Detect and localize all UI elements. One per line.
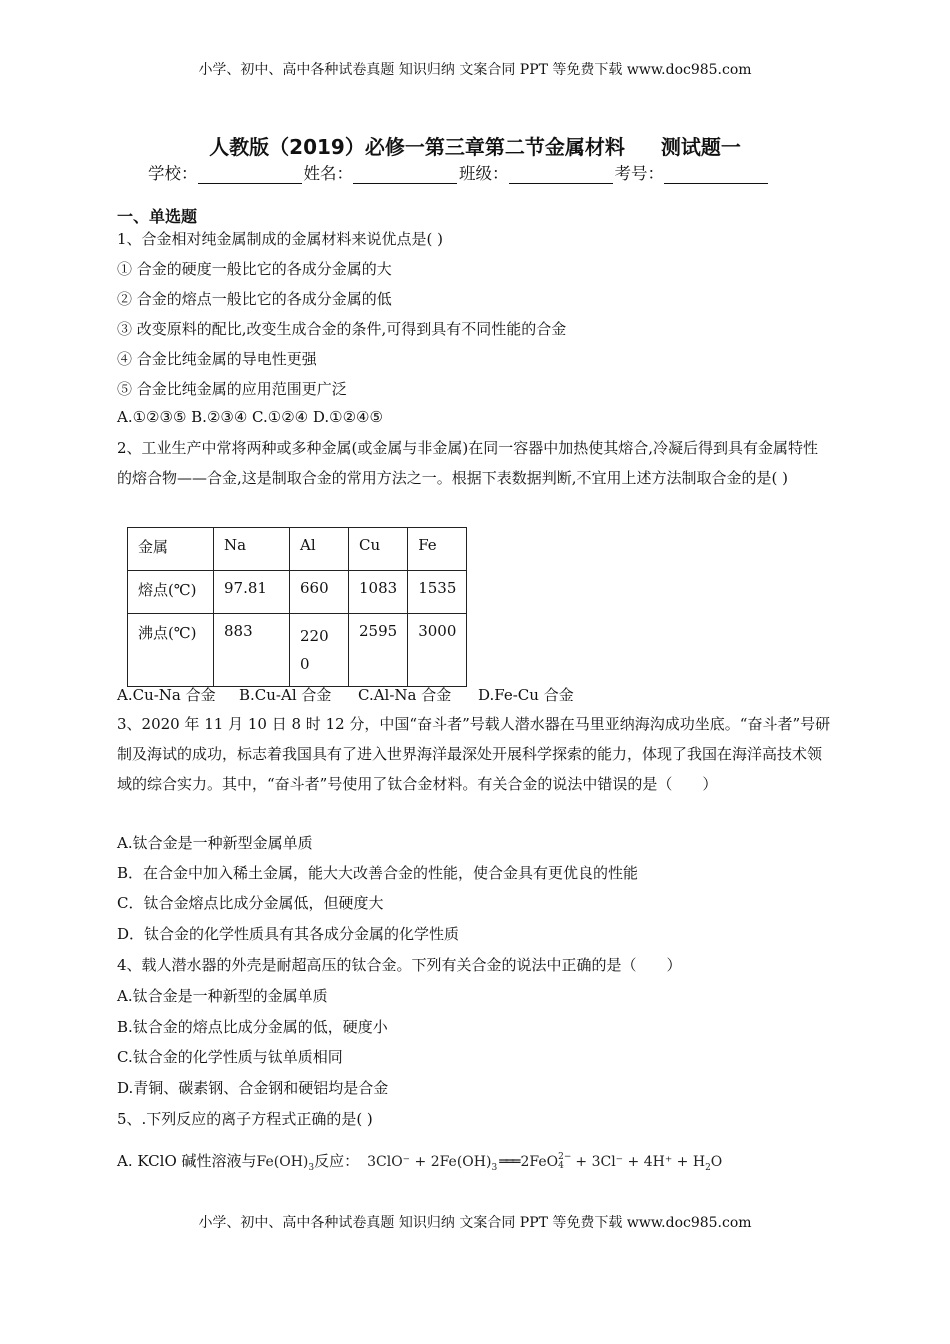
reagent-text: Fe(OH): [256, 1154, 309, 1170]
title-suffix: 测试题一: [660, 135, 741, 159]
number-blank[interactable]: [664, 165, 768, 184]
name-blank[interactable]: [353, 165, 457, 184]
name-label: 姓名：: [303, 164, 353, 183]
table-cell: 97.81: [214, 571, 290, 614]
q3-option: C．钛合金熔点比成分金属低，但硬度大: [117, 894, 384, 912]
reagent-sub: 3: [308, 1162, 315, 1173]
table-row: [128, 614, 467, 687]
table-cell: 沸点(℃): [128, 614, 214, 687]
class-blank[interactable]: [509, 165, 613, 184]
table-header-cell: Fe: [408, 528, 467, 571]
equation-arrow: ═══: [499, 1154, 519, 1170]
school-label: 学校：: [148, 164, 198, 183]
class-label: 班级：: [459, 164, 509, 183]
q2-option: D.Fe-Cu 合金: [478, 686, 574, 704]
q5-option-a-label: A. KClO 碱性溶液与: [117, 1152, 257, 1170]
q3-stem: 3、2020 年 11 月 10 日 8 时 12 分，中国“奋斗者”号载人潜水器在马里亚纳海沟成功坐底。“奋斗者”号研制及海试的成功，标志着我国具有了进入世界海洋最深处开展科学探索的能力，体现了我国在海洋高技术领域的综合实力。其中，“奋斗者”号使用了钛合金材料。有关合金的说法中错误的是（ ）: [117, 715, 831, 793]
q2-stem: 2、工业生产中常将两种或多种金属(或金属与非金属)在同一容器中加热使其熔合,冷凝后得到具有金属特性的熔合物——合金,这是制取合金的常用方法之一。根据下表数据判断,不宜用上述方法制取合金的是( ): [117, 439, 819, 487]
q5-stem: 5、.下列反应的离子方程式正确的是( ): [117, 1110, 373, 1128]
equation-rhs-rest: + 3Cl⁻ + 4H⁺ + H: [575, 1154, 706, 1170]
q2-options: [117, 684, 574, 705]
q1-item: ② 合金的熔点一般比它的各成分金属的低: [117, 290, 392, 308]
table-cell: 1535: [408, 571, 467, 614]
ionic-equation: [367, 1152, 723, 1173]
q2-option: C.Al-Na 合金: [358, 686, 452, 704]
q4-option: C.钛合金的化学性质与钛单质相同: [117, 1048, 343, 1066]
number-label: 考号：: [614, 164, 664, 183]
equation-rhs-ferrate: 2FeO: [520, 1154, 559, 1170]
table-header-cell: Cu: [349, 528, 408, 571]
table-cell: 883: [214, 614, 290, 687]
reagent-formula: [256, 1154, 315, 1173]
q3-option: D．钛合金的化学性质具有其各成分金属的化学性质: [117, 925, 460, 943]
q4-option: B.钛合金的熔点比成分金属的低，硬度小: [117, 1018, 388, 1036]
q5-option-a-mid: 反应：: [314, 1152, 360, 1170]
title-main: 人教版（2019）必修一第三章第二节金属材料: [209, 135, 625, 159]
q4-option: A.钛合金是一种新型的金属单质: [117, 987, 328, 1005]
q2-option: B.Cu-Al 合金: [239, 686, 332, 704]
q1-item: ③ 改变原料的配比,改变生成合金的条件,可得到具有不同性能的合金: [117, 320, 567, 338]
water-o: O: [710, 1154, 723, 1170]
q2-option: A.Cu-Na 合金: [117, 686, 216, 704]
equation-lhs: 3ClO⁻ + 2Fe(OH): [367, 1154, 492, 1170]
melting-boiling-table: [127, 527, 467, 687]
table-cell: 1083: [349, 571, 408, 614]
table-row: [128, 528, 467, 571]
q1-item: ① 合金的硬度一般比它的各成分金属的大: [117, 260, 392, 278]
water-sub: 2: [705, 1162, 711, 1173]
table-header-cell: Na: [214, 528, 290, 571]
q4-stem: 4、载人潜水器的外壳是耐超高压的钛合金。下列有关合金的说法中正确的是（ ）: [117, 956, 682, 974]
table-cell: 熔点(℃): [128, 571, 214, 614]
q1-options: A.①②③⑤ B.②③④ C.①②④ D.①②④⑤: [117, 408, 383, 426]
student-info-line: [148, 160, 770, 184]
section-heading: 一、单选题: [117, 207, 198, 226]
school-blank[interactable]: [198, 165, 302, 184]
q1-item: ⑤ 合金比纯金属的应用范围更广泛: [117, 380, 347, 398]
q5-option-a: [117, 1150, 722, 1173]
table-row: [128, 571, 467, 614]
page-header: 小学、初中、高中各种试卷真题 知识归纳 文案合同 PPT 等免费下载 www.doc985.com: [198, 62, 752, 78]
q4-option: D.青铜、碳素钢、合金钢和硬铝均是合金: [117, 1079, 389, 1097]
table-cell: 660: [290, 571, 349, 614]
table-header-cell: Al: [290, 528, 349, 571]
page-footer: 小学、初中、高中各种试卷真题 知识归纳 文案合同 PPT 等免费下载 www.doc985.com: [198, 1215, 752, 1231]
page-title: [0, 131, 950, 160]
table-cell: 3000: [408, 614, 467, 687]
table-header-cell: 金属: [128, 528, 214, 571]
q3-option: B．在合金中加入稀土金属，能大大改善合金的性能，使合金具有更优良的性能: [117, 864, 639, 882]
ferrate-charge: 2−: [558, 1152, 572, 1162]
q1-stem: 1、合金相对纯金属制成的金属材料来说优点是( ): [117, 230, 444, 248]
q3-option: A.钛合金是一种新型金属单质: [117, 834, 313, 852]
equation-lhs-sub: 3: [491, 1162, 498, 1173]
ferrate-scripts: [558, 1153, 571, 1171]
table-cell: 2200: [290, 614, 349, 687]
q1-item: ④ 合金比纯金属的导电性更强: [117, 350, 317, 368]
ferrate-sub: 4: [558, 1161, 564, 1171]
table-cell: 2595: [349, 614, 408, 687]
